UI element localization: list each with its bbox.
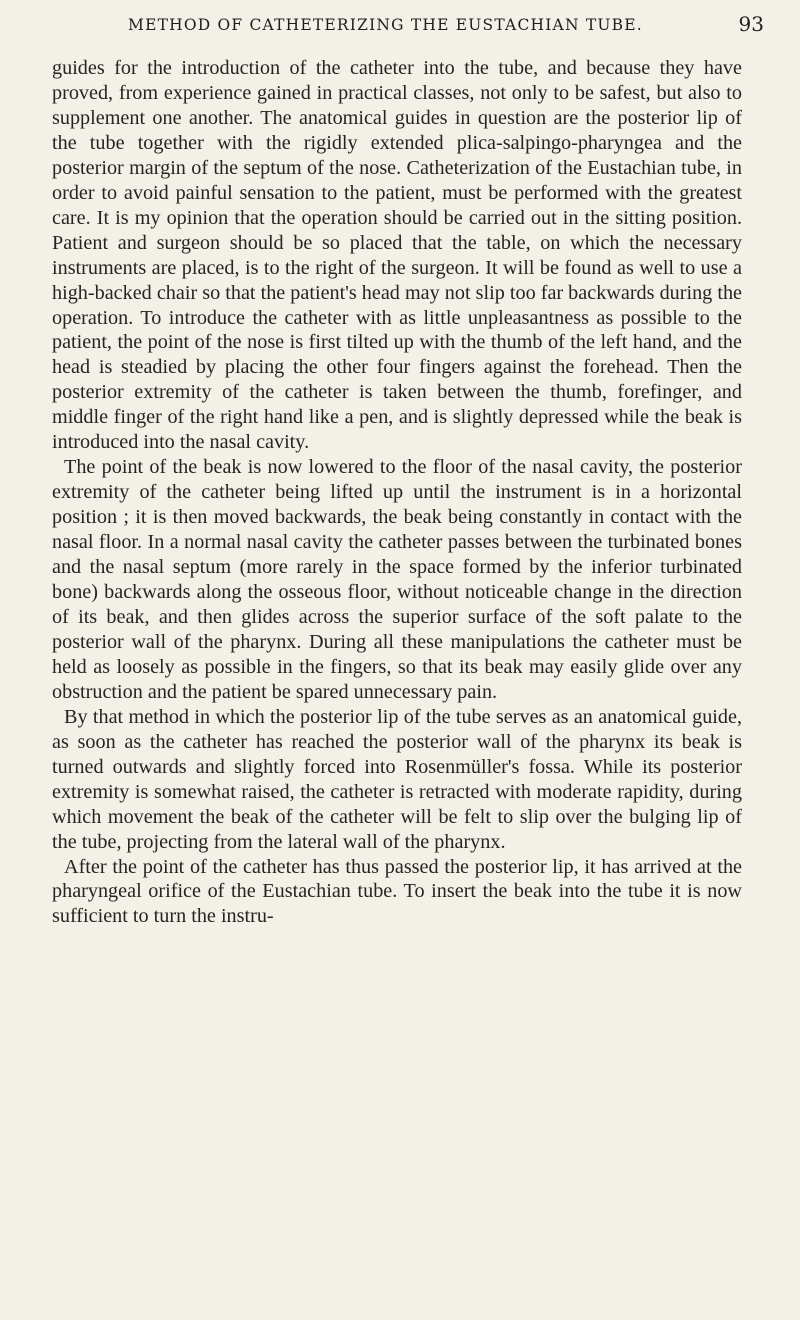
paragraph-beak-lowering: The point of the beak is now lowered to the floor of the nasal cavity, the posterior extremity of the catheter being lifted up until the instrument is in a horizontal position ; it is then moved backwards, the beak being constantly in contact with the nasal floor. In a normal nasal cavity the catheter passes between the turbinated bones and the nasal septum (more rarely in the space formed by the inferior turbinated bone) backwards along the osseous floor, without noticeable change in the direction of its beak, and then glides across the superior surface of the soft palate to the posterior wall of the pharynx. During all these manipulations the catheter must be held as loosely as possible in the fingers, so that its beak may easily glide over any obstruction and the patient be spared unnecessary pain.: [52, 456, 742, 703]
running-title: METHOD OF CATHETERIZING THE EUSTACHIAN TUBE.: [128, 16, 643, 34]
paragraph-posterior-lip-method: By that method in which the posterior lip of the tube serves as an anatomical guide, as soon as the catheter has reached the posterior wall of the pharynx its beak is turned outwards and slightly forced into Rosenmüller's fossa. While its posterior extremity is somewhat raised, the catheter is retracted with moderate rapidity, during which movement the beak of the catheter will be felt to slip over the bulging lip of the tube, projecting from the lateral wall of the pharynx.: [52, 705, 742, 853]
paragraph-pharyngeal-orifice: After the point of the catheter has thus passed the posterior lip, it has arrived at the pharyngeal orifice of the Eustachian tube. To insert the beak into the tube it is now sufficient to turn the instru-: [52, 855, 742, 928]
running-header: [88, 12, 764, 42]
body-text: [52, 56, 742, 929]
paragraph-continuation: guides for the introduction of the catheter into the tube, and because they have proved, from experience gained in practical classes, not only to be safest, but also to supplement one another. The anatomical guides in question are the posterior lip of the tube together with the rigidly extended plica-salpingo-pharyngea and the posterior margin of the septum of the nose. Catheterization of the Eustachian tube, in order to avoid painful sensation to the patient, must be performed with the greatest care. It is my opinion that the operation should be carried out in the sitting position. Patient and surgeon should be so placed that the table, on which the necessary instruments are placed, is to the right of the surgeon. It will be found as well to use a high-backed chair so that the patient's head may not slip too far backwards during the operation. To introduce the catheter with as little unpleasantness as possible to the patient, the point of the nose is first tilted up with the thumb of the left hand, and the head is steadied by placing the other four fingers against the forehead. Then the posterior extremity of the catheter is taken between the thumb, forefinger, and middle finger of the right hand like a pen, and is slightly depressed while the beak is introduced into the nasal cavity.: [52, 57, 742, 454]
page-number: 93: [738, 12, 764, 36]
